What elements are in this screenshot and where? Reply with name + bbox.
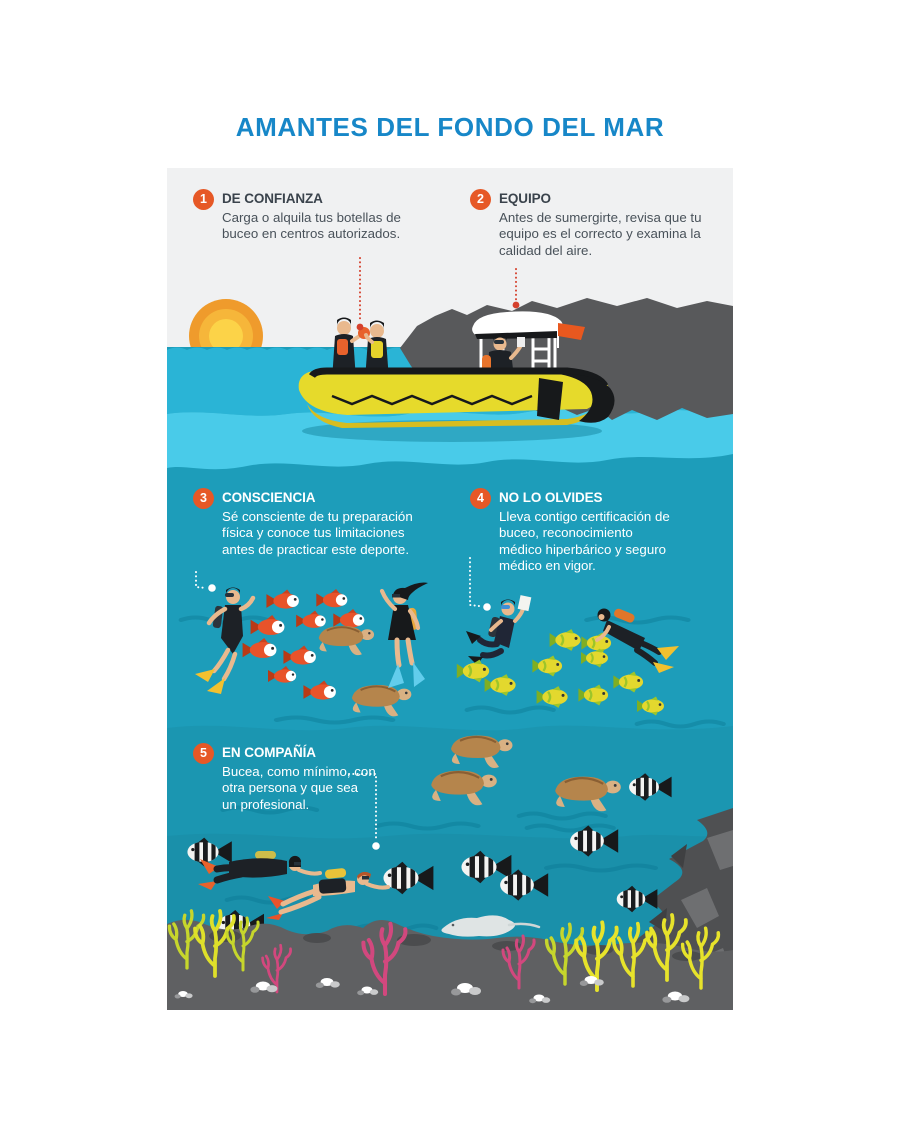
water-layers	[167, 347, 733, 1010]
tip-2-badge: 2	[470, 189, 491, 210]
tip-2-body: Antes de sumergirte, revisa que tu equipo es el correcto y examina la calidad del aire.	[499, 209, 702, 258]
tip-4-body: Lleva contigo certificación de buceo, reconocimiento médico hiperbárico y seguro médico en vigor.	[499, 508, 670, 574]
tip-5-badge: 5	[193, 743, 214, 764]
tip-5-heading: EN COMPAÑÍA	[222, 745, 316, 760]
illustration-panel	[167, 168, 733, 1010]
tip-2	[470, 189, 721, 259]
tip-4-badge: 4	[470, 488, 491, 509]
tip-3-badge: 3	[193, 488, 214, 509]
tip-1	[193, 189, 427, 243]
tip-4	[470, 488, 673, 575]
tip-5	[193, 743, 376, 813]
infographic-illustration	[167, 168, 733, 1010]
tip-1-badge: 1	[193, 189, 214, 210]
tip-4-heading: NO LO OLVIDES	[499, 490, 603, 505]
tip-5-body: Bucea, como mínimo, con otra persona y que sea un profesional.	[222, 763, 376, 812]
tip-3	[193, 488, 434, 558]
tip-2-heading: EQUIPO	[499, 191, 551, 206]
tip-3-heading: CONSCIENCIA	[222, 490, 316, 505]
tip-1-heading: DE CONFIANZA	[222, 191, 323, 206]
tip-1-body: Carga o alquila tus botellas de buceo en centros autorizados.	[222, 209, 401, 242]
tip-3-body: Sé consciente de tu preparación física y conoce tus limitaciones antes de practicar este deporte.	[222, 508, 413, 557]
page-title: AMANTES DEL FONDO DEL MAR	[235, 112, 665, 142]
